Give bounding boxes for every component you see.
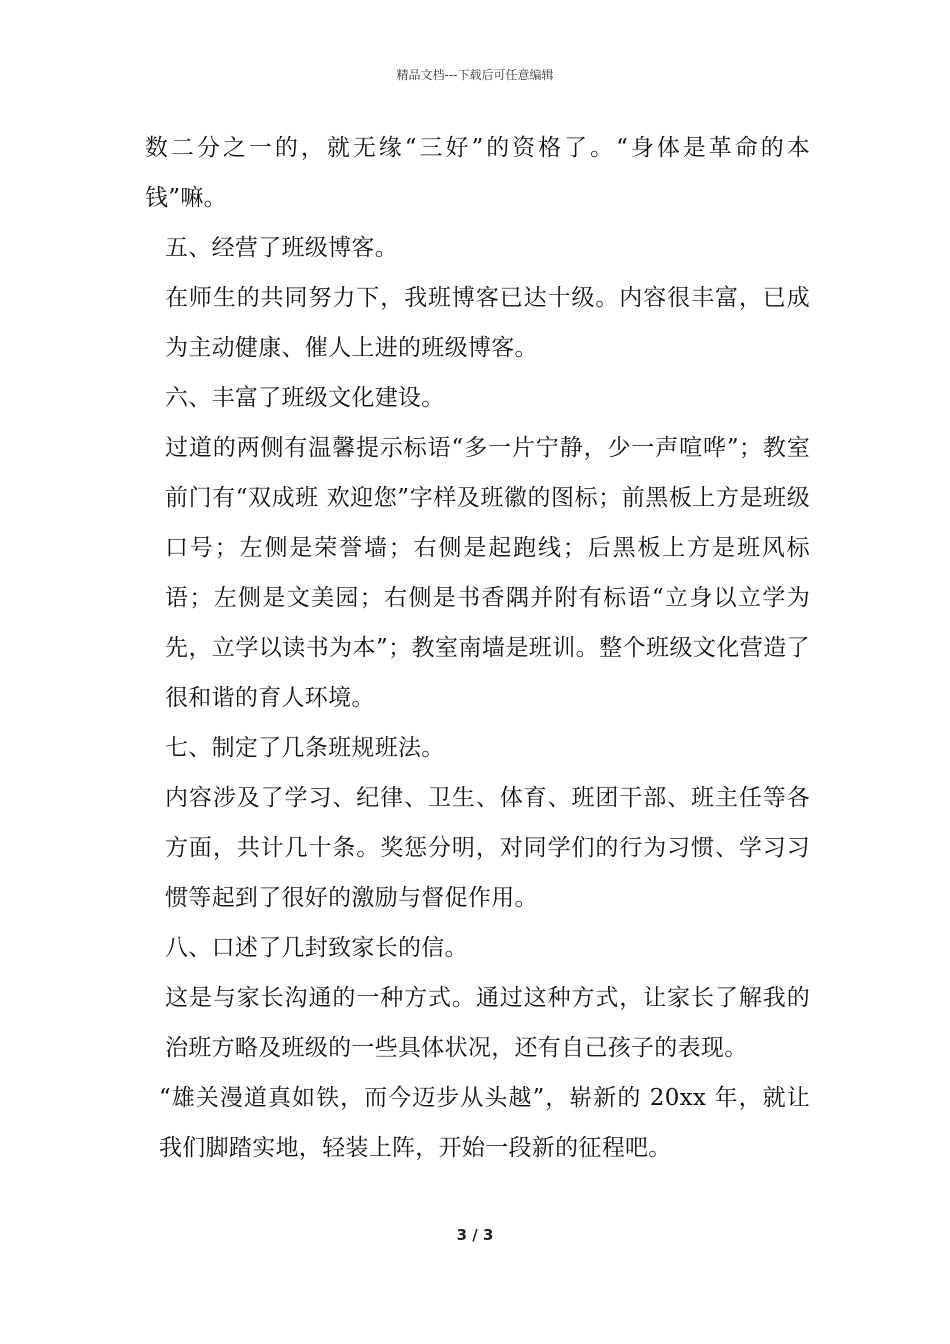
page-number: 3 / 3 (456, 1226, 494, 1244)
document-body (145, 123, 810, 1173)
paragraph-class-culture: 过道的两侧有温馨提示标语“多一片宁静，少一声喧哗”；教室前门有“双成班 欢迎您”字样及班徽的图标；前黑板上方是班级口号；左侧是荣誉墙；右侧是起跑线；后黑板上方是班风标语；左侧是文美园；右侧是书香隅并附有标语“立身以立学为先，立学以读书为本”；教室南墙是班训。整个班级文化营造了很和谐的育人环境。 (165, 435, 810, 711)
paragraph-closing: “雄关漫道真如铁，而今迈步从头越”，崭新的 20xx 年，就让我们脚踏实地，轻装上阵，开始一段新的征程吧。 (159, 1085, 810, 1161)
page-header: 精品文档---下载后可任意编辑 (396, 68, 554, 82)
heading-class-culture: 六、丰富了班级文化建设。 (165, 385, 445, 411)
paragraph-parent-letters: 这是与家长沟通的一种方式。通过这种方式，让家长了解我的治班方略及班级的一些具体状况，还有自己孩子的表现。 (165, 985, 810, 1061)
paragraph-health-standard: 数二分之一的，就无缘“三好”的资格了。“身体是革命的本钱”嘛。 (145, 135, 810, 211)
heading-class-blog: 五、经营了班级博客。 (165, 235, 398, 261)
paragraph-class-rules: 内容涉及了学习、纪律、卫生、体育、班团干部、班主任等各方面，共计几十条。奖惩分明，对同学们的行为习惯、学习习惯等起到了很好的激励与督促作用。 (165, 785, 810, 911)
paragraph-class-blog: 在师生的共同努力下，我班博客已达十级。内容很丰富，已成为主动健康、催人上进的班级博客。 (165, 285, 810, 361)
heading-parent-letters: 八、口述了几封致家长的信。 (165, 935, 468, 961)
heading-class-rules: 七、制定了几条班规班法。 (165, 735, 445, 761)
